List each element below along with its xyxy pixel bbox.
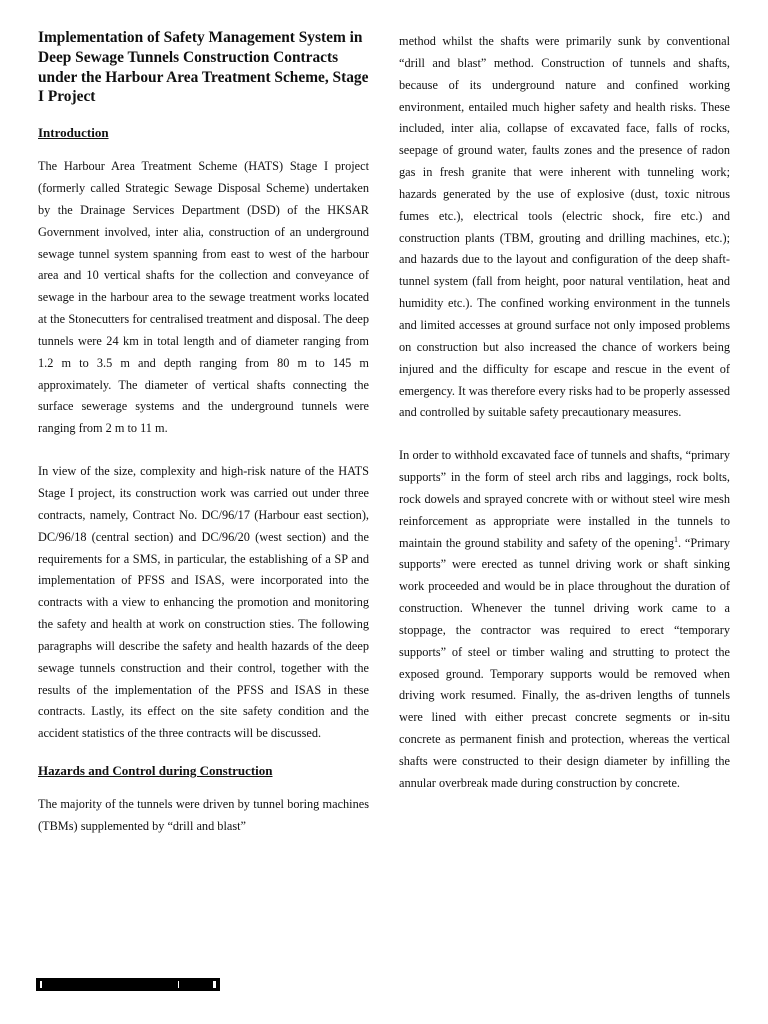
left-column — [38, 28, 369, 838]
paper-title: Implementation of Safety Management System in Deep Sewage Tunnels Construction Contracts under the Harbour Area Treatment Scheme, Stage I Project — [38, 29, 369, 106]
hazards-paragraph-right-1: method whilst the shafts were primarily sunk by conventional “drill and blast” method. Construction of tunnels and shafts, because of its underground nature and confined working environment, entailed much higher safety and health risks. These included, inter alia, collapse of excavated face, falls of rocks, seepage of ground water, faults zones and the presence of radon gas in fresh granite that were inherent with tunneling work; hazards generated by the use of explosive (dust, toxic nitrous fumes etc.), electrical tools (electric shock, fire etc.) and construction plants (TBM, grouting and drilling machines, etc.); and hazards due to the layout and configuration of the deep shaft-tunnel system (fall from height, poor natural ventilation, heat and humidity etc.). The confined working environment in the tunnels and limited accesses at ground surface not only imposed problems on construction but also increased the chance of workers being injured and the difficulty for escape and rescue in the event of emergency. It was therefore every risks had to be properly assessed and controlled by suitable safety precautionary measures. — [399, 34, 730, 420]
intro-paragraph-1: The Harbour Area Treatment Scheme (HATS) Stage I project (formerly called Strategic Sewage Disposal Scheme) undertaken by the Drainage Services Department (DSD) of the HKSAR Government involved, inter alia, construction of an underground sewage tunnel system spanning from east to west of the harbour area and 10 vertical shafts for the collection and conveyance of sewage in the harbour area to the sewage treatment works located at the Stonecutters for centralised treatment and disposal. The deep tunnels were 24 km in total length and of diameter ranging from 1.2 m to 3.5 m and depth ranging from 80 m to 145 m approximately. The diameter of vertical shafts connecting the surface sewerage systems and the underground tunnels were ranging from 2 m to 11 m. — [38, 159, 369, 436]
hazards-paragraph-right-2 — [399, 445, 730, 795]
right-column — [399, 31, 730, 795]
hazards-heading: Hazards and Control during Construction — [38, 763, 273, 779]
footnote-marker: 1 — [674, 534, 679, 544]
paragraph-text-part-a: In order to withhold excavated face of tunnels and shafts, “primary supports” in the form of steel arch ribs and laggings, rock bolts, rock dowels and sprayed concrete with or without steel wire mesh reinforcement as appropriate were installed in the tunnels to maintain the ground stability and safety of the opening — [399, 448, 730, 550]
footer-bar-decoration — [36, 978, 220, 991]
hazards-paragraph-left: The majority of the tunnels were driven by tunnel boring machines (TBMs) supplemented by “drill and blast” — [38, 797, 369, 833]
intro-paragraph-2: In view of the size, complexity and high-risk nature of the HATS Stage I project, its construction work was carried out under three contracts, namely, Contract No. DC/96/17 (Harbour east section), DC/96/18 (central section) and DC/96/20 (west section) and the requirements for a SMS, in particular, the establishing of a SP and implementation of PFSS and ISAS, were incorporated into the contracts with a view to enhancing the promotion and monitoring the safety and health at work on construction sties. The following paragraphs will describe the safety and health hazards of the deep sewage tunnels construction and their control, together with the results of the implementation of the PFSS and ISAS in these contracts. Lastly, its effect on the site safety condition and the accident statistics of the three contracts will be discussed. — [38, 464, 369, 741]
paragraph-text-part-b: . “Primary supports” were erected as tunnel driving work or shaft sinking work proceeded and would be in place throughout the duration of construction. Whenever the tunnel driving work came to a stoppage, the contractor was required to erect “temporary supports” of steel or timber waling and strutting to protect the exposed ground. Temporary supports would be removed when driving work resumed. Finally, the as-driven lengths of tunnels were lined with either precast concrete segments or in-situ concrete as permanent finish and protection, whereas the vertical shafts were constructed to their design diameter by infilling the annular overbreak made during construction by concrete. — [399, 535, 730, 790]
introduction-heading: Introduction — [38, 125, 109, 141]
